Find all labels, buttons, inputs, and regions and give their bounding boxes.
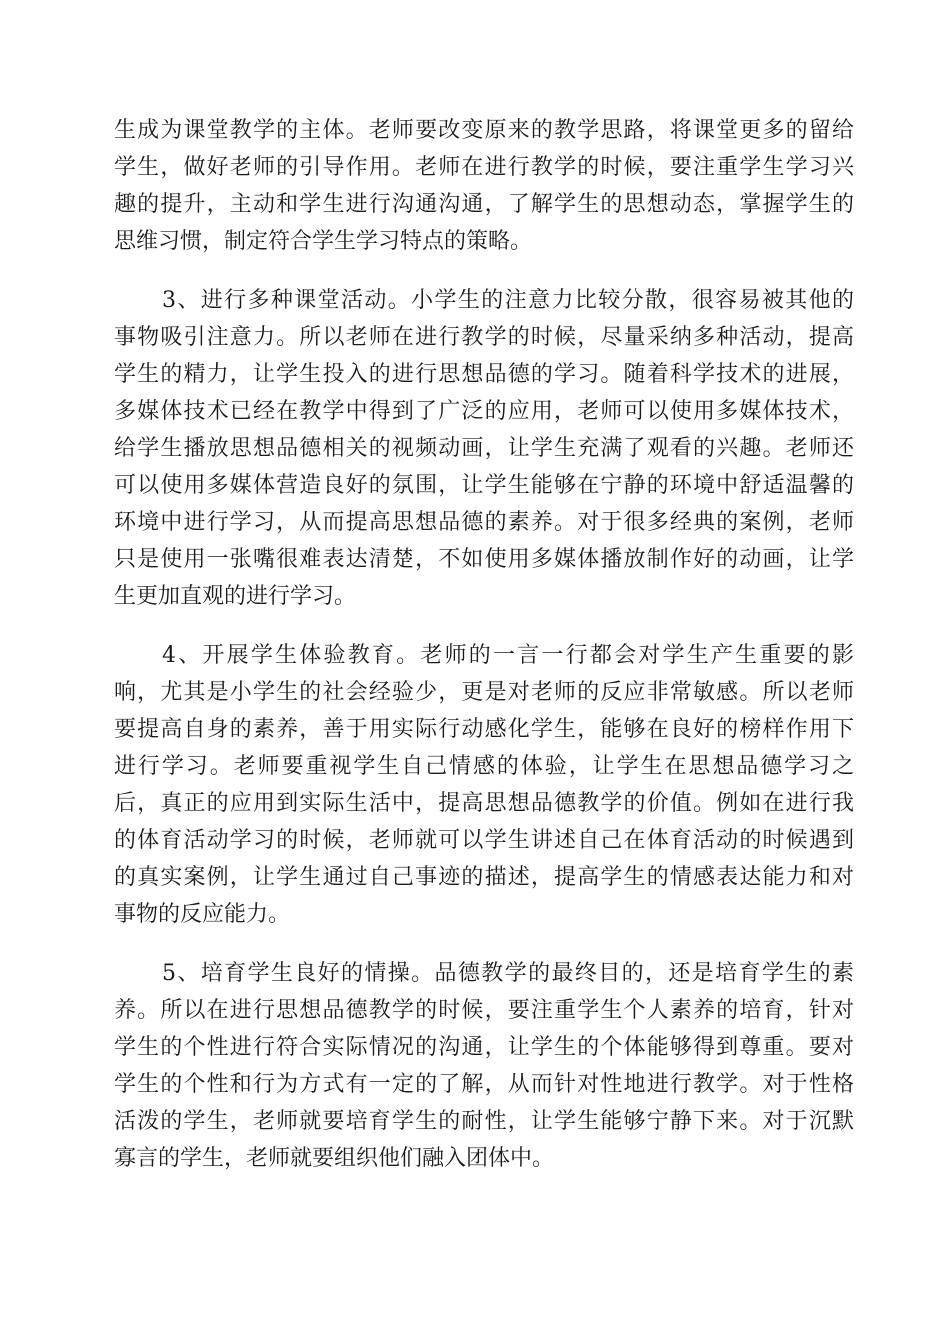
- text-line: 进行学习。老师要重视学生自己情感的体验，让学生在思想品德学习之: [114, 754, 854, 779]
- paragraph-continuation: [114, 112, 854, 260]
- text-line: 可以使用多媒体营造良好的氛围，让学生能够在宁静的环境中舒适温馨的: [114, 473, 854, 498]
- text-line: 的真实案例，让学生通过自己事迹的描述，提高学生的情感表达能力和对: [114, 865, 854, 890]
- text-line: 事物的反应能力。: [114, 902, 291, 927]
- text-line: 学生的个性和行为方式有一定的了解，从而针对性地进行教学。对于性格: [114, 1072, 854, 1097]
- text-line: 环境中进行学习，从而提高思想品德的素养。对于很多经典的案例，老师: [114, 510, 854, 535]
- text-line: 后，真正的应用到实际生活中，提高思想品德教学的价值。例如在进行我: [114, 791, 854, 816]
- text-line: 5、培育学生良好的情操。品德教学的最终目的，还是培育学生的素: [162, 961, 854, 986]
- text-line: 的体育活动学习的时候，老师就可以学生讲述自己在体育活动的时候遇到: [114, 828, 854, 853]
- text-line: 寡言的学生，老师就要组织他们融入团体中。: [114, 1146, 555, 1171]
- text-line: 趣的提升，主动和学生进行沟通沟通，了解学生的思想动态，掌握学生的: [114, 192, 854, 217]
- text-line: 学生的精力，让学生投入的进行思想品德的学习。随着科学技术的进展，: [114, 362, 854, 387]
- text-line: 4、开展学生体验教育。老师的一言一行都会对学生产生重要的影: [162, 643, 854, 668]
- text-line: 响，尤其是小学生的社会经验少，更是对老师的反应非常敏感。所以老师: [114, 680, 854, 705]
- text-line: 学生，做好老师的引导作用。老师在进行教学的时候，要注重学生学习兴: [114, 155, 854, 180]
- text-line: 学生的个性进行符合实际情况的沟通，让学生的个体能够得到尊重。要对: [114, 1035, 854, 1060]
- text-line: 给学生播放思想品德相关的视频动画，让学生充满了观看的兴趣。老师还: [114, 436, 854, 461]
- text-line: 活泼的学生，老师就要培育学生的耐性，让学生能够宁静下来。对于沉默: [114, 1109, 854, 1134]
- text-line: 要提高自身的素养，善于用实际行动感化学生，能够在良好的榜样作用下: [114, 717, 854, 742]
- text-line: 3、进行多种课堂活动。小学生的注意力比较分散，很容易被其他的: [162, 288, 854, 313]
- text-line: 事物吸引注意力。所以老师在进行教学的时候，尽量采纳多种活动，提高: [114, 325, 854, 350]
- text-line: 养。所以在进行思想品德教学的时候，要注重学生个人素养的培育，针对: [114, 998, 854, 1023]
- text-line: 只是使用一张嘴很难表达清楚，不如使用多媒体播放制作好的动画，让学: [114, 547, 854, 572]
- text-line: 多媒体技术已经在教学中得到了广泛的应用，老师可以使用多媒体技术，: [114, 399, 854, 424]
- text-line: 生更加直观的进行学习。: [114, 584, 357, 609]
- paragraph-4-experience-education: [114, 637, 854, 933]
- paragraph-5-cultivate-sentiment: [114, 955, 854, 1177]
- text-line: 生成为课堂教学的主体。老师要改变原来的教学思路，将课堂更多的留给: [114, 118, 854, 143]
- paragraph-3-classroom-activities: [114, 282, 854, 615]
- text-line: 思维习惯，制定符合学生学习特点的策略。: [114, 229, 533, 254]
